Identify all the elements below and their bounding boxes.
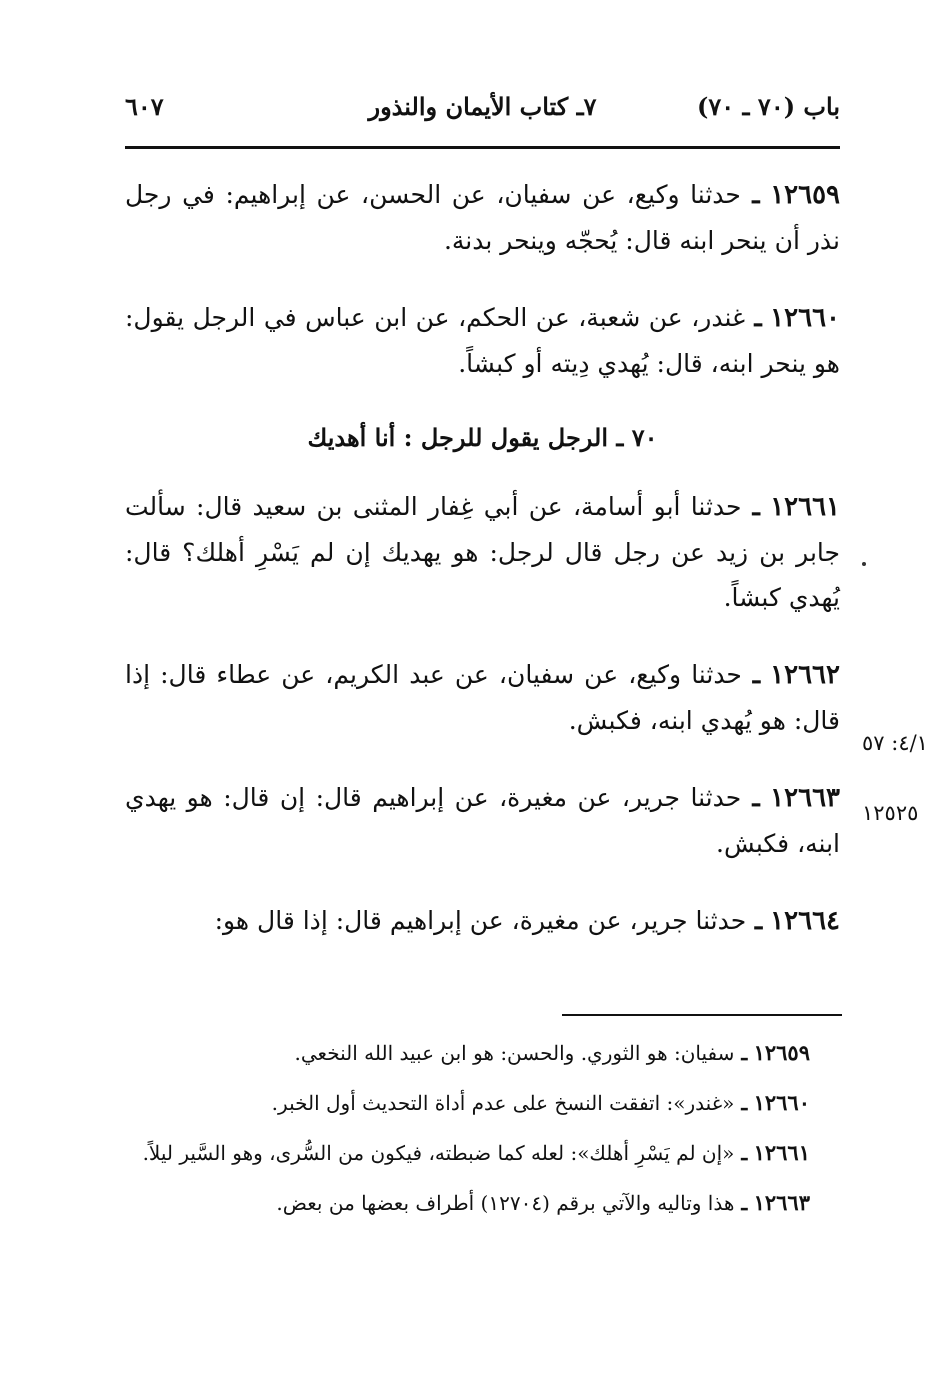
footnote-number: ١٢٦٦٠ — [753, 1090, 810, 1115]
header-rule — [125, 146, 840, 149]
footnote: ١٢٦٦٣ ـ هذا وتاليه والآتي برقم (١٢٧٠٤) أطراف بعضها من بعض. — [276, 1190, 810, 1215]
hadith-number: ١٢٦٦٤ — [770, 906, 840, 936]
footnote: ١٢٦٥٩ ـ سفيان: هو الثوري. والحسن: هو ابن عبيد الله النخعي. — [294, 1040, 810, 1065]
running-header — [125, 88, 840, 132]
chapter-title: ٧٠ ـ الرجل يقول للرجل : أنا أهديك — [307, 423, 658, 452]
hadith-number: ١٢٦٦١ — [770, 492, 841, 522]
header-section: باب (٧٠ ـ ٧٠) — [697, 92, 840, 121]
footnote: ١٢٦٦٠ ـ «غندر»: اتفقت النسخ على عدم أداة التحديث أول الخبر. — [271, 1090, 810, 1115]
hadith-text: حدثنا جرير، عن مغيرة، عن إبراهيم قال: إذا قال هو: — [214, 906, 747, 935]
hadith-number: ١٢٦٦٣ — [770, 783, 840, 813]
hadith-number: ١٢٦٦٢ — [770, 660, 840, 690]
hadith-entry: ١٢٦٦١ ـ حدثنا أبو أسامة، عن أبي غِفار المثنى بن سعيد قال: سألت جابر بن زيد عن رجل قال لرجل: هو يهديك إن لم يَسْرِ أهلك؟ قال: يُهدي كبشاً. — [125, 492, 841, 612]
hadith-number: ١٢٦٦٠ — [770, 303, 840, 333]
hadith-number: ١٢٦٥٩ — [770, 180, 841, 210]
hadith-entry: ١٢٦٦٢ ـ حدثنا وكيع، عن سفيان، عن عبد الكريم، عن عطاء قال: إذا قال: هو يُهدي ابنه، فكبش. — [125, 660, 840, 735]
hadith-text: غندر، عن شعبة، عن الحكم، عن ابن عباس في الرجل يقول: هو ينحر ابنه، قال: يُهدي دِيته أو كبشاً. — [125, 303, 840, 378]
footnote-number: ١٢٦٥٩ — [753, 1040, 810, 1065]
hadith-text: حدثنا جرير، عن مغيرة، عن إبراهيم قال: إن قال: هو يهدي ابنه، فكبش. — [125, 783, 840, 858]
main-text — [125, 172, 840, 976]
footnote: ١٢٦٦١ ـ «إن لم يَسْرِ أهلك»: لعله كما ضبطته، فيكون من السُّرى، وهو السَّير ليلاً. — [142, 1140, 810, 1165]
margin-reference: ٤/١: ٥٧ — [862, 731, 928, 755]
footnote-text: سفيان: هو الثوري. والحسن: هو ابن عبيد الله النخعي. — [294, 1041, 735, 1065]
hadith-entry: ١٢٦٦٠ ـ غندر، عن شعبة، عن الحكم، عن ابن عباس في الرجل يقول: هو ينحر ابنه، قال: يُهدي دِيته أو كبشاً. — [125, 303, 840, 378]
footnote-text: هذا وتاليه والآتي برقم (١٢٧٠٤) أطراف بعضها من بعض. — [276, 1191, 735, 1215]
page-number: ٦٠٧ — [125, 92, 164, 121]
footnote-text: «إن لم يَسْرِ أهلك»: لعله كما ضبطته، فيكون من السُّرى، وهو السَّير ليلاً. — [142, 1141, 735, 1165]
footnote-text: «غندر»: اتفقت النسخ على عدم أداة التحديث أول الخبر. — [271, 1091, 735, 1115]
hadith-entry: ١٢٦٦٣ ـ حدثنا جرير، عن مغيرة، عن إبراهيم قال: إن قال: هو يهدي ابنه، فكبش. — [125, 783, 840, 858]
hadith-entry: ١٢٦٥٩ ـ حدثنا وكيع، عن سفيان، عن الحسن، عن إبراهيم: في رجل نذر أن ينحر ابنه قال: يُحجّه وينحر بدنة. — [125, 180, 841, 255]
footnote-rule — [562, 1014, 842, 1016]
footnote-number: ١٢٦٦٣ — [753, 1190, 810, 1215]
margin-dot — [862, 562, 866, 566]
header-book-title: ٧ـ كتاب الأيمان والنذور — [368, 92, 597, 121]
margin-reference: ١٢٥٢٥ — [862, 801, 919, 825]
footnotes — [125, 1034, 840, 1234]
footnote-number: ١٢٦٦١ — [753, 1140, 810, 1165]
hadith-text: حدثنا وكيع، عن سفيان، عن عبد الكريم، عن عطاء قال: إذا قال: هو يُهدي ابنه، فكبش. — [125, 660, 840, 735]
hadith-entry: ١٢٦٦٤ ـ حدثنا جرير، عن مغيرة، عن إبراهيم قال: إذا قال هو: — [214, 906, 840, 936]
hadith-text: حدثنا أبو أسامة، عن أبي غِفار المثنى بن سعيد قال: سألت جابر بن زيد عن رجل قال لرجل: هو يهديك إن لم يَسْرِ أهلك؟ قال: يُهدي كبشاً. — [125, 492, 840, 612]
hadith-text: حدثنا وكيع، عن سفيان، عن الحسن، عن إبراهيم: في رجل نذر أن ينحر ابنه قال: يُحجّه وينحر بدنة. — [125, 180, 840, 255]
